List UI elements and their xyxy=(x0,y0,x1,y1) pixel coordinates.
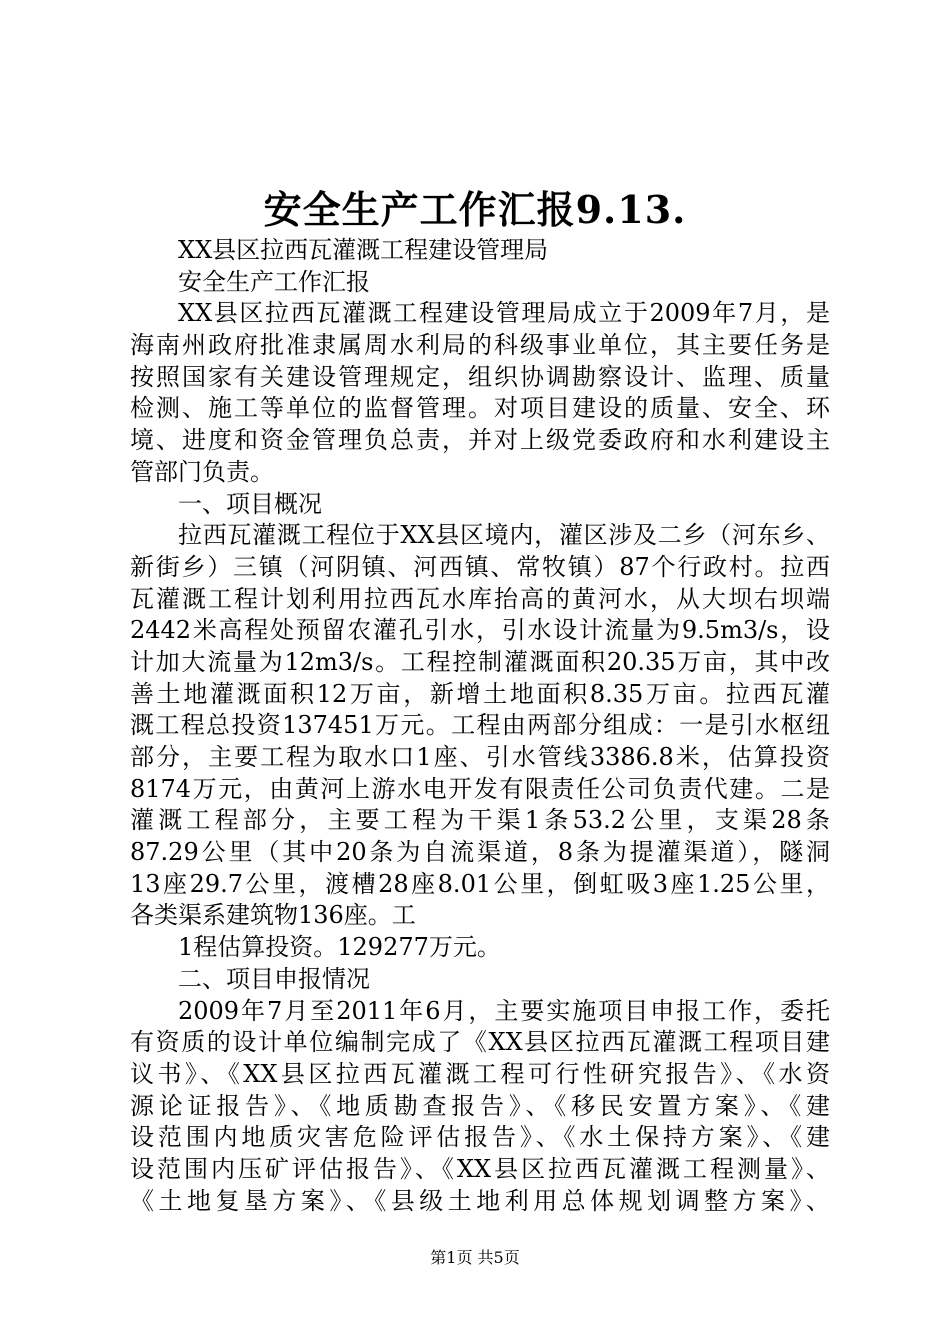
document-body xyxy=(130,235,830,1217)
text-line: XX县区拉西瓦灌溉工程建设管理局 xyxy=(178,236,549,264)
text-line: 检测、施工等单位的监督管理。对项目建设的质量、安全、环 xyxy=(130,394,830,423)
text-line: 1程估算投资。129277万元。 xyxy=(178,933,501,962)
text-line: 一、项目概况 xyxy=(178,489,322,518)
text-line: 安全生产工作汇报 xyxy=(178,267,370,296)
text-line: 议书》、《XX县区拉西瓦灌溉工程可行性研究报告》、《水资 xyxy=(130,1059,830,1088)
text-line: 溉工程总投资137451万元。工程由两部分组成：一是引水枢纽 xyxy=(130,711,830,740)
text-line: 计加大流量为12m3/s。工程控制灌溉面积20.35万亩，其中改 xyxy=(130,647,830,676)
text-line: 拉西瓦灌溉工程位于XX县区境内，灌区涉及二乡（河东乡、 xyxy=(178,521,830,550)
text-line: 善土地灌溉面积12万亩，新增土地面积8.35万亩。拉西瓦灌 xyxy=(130,679,830,708)
text-line: 13座29.7公里，渡槽28座8.01公里，倒虹吸3座1.25公里， xyxy=(130,869,830,898)
document-title: 安全生产工作汇报9.13. xyxy=(263,187,687,232)
text-line: 有资质的设计单位编制完成了《XX县区拉西瓦灌溉工程项目建 xyxy=(130,1028,830,1057)
text-line: 8174万元，由黄河上游水电开发有限责任公司负责代建。二是 xyxy=(130,774,830,803)
text-line: 按照国家有关建设管理规定，组织协调勘察设计、监理、质量 xyxy=(130,362,830,391)
text-line: 二、项目申报情况 xyxy=(178,964,370,993)
text-line: 境、进度和资金管理负总责，并对上级党委政府和水利建设主 xyxy=(130,426,830,455)
text-line: 瓦灌溉工程计划利用拉西瓦水库抬高的黄河水，从大坝右坝端 xyxy=(130,584,830,613)
text-line: 新街乡）三镇（河阴镇、河西镇、常牧镇）87个行政村。拉西 xyxy=(130,552,830,581)
text-line: 设范围内地质灾害危险评估报告》、《水土保持方案》、《建 xyxy=(130,1123,830,1152)
text-line: 87.29公里（其中20条为自流渠道，8条为提灌渠道），隧洞 xyxy=(130,838,830,867)
page-footer: 第1页 共5页 xyxy=(430,1248,520,1267)
text-line: 管部门负责。 xyxy=(130,457,274,486)
text-line: 各类渠系建筑物136座。工 xyxy=(130,901,416,930)
text-line: 2442米高程处预留农灌孔引水，引水设计流量为9.5m3/s，设 xyxy=(130,616,830,645)
text-line: 源论证报告》、《地质勘查报告》、《移民安置方案》、《建 xyxy=(130,1091,830,1120)
text-line: 部分，主要工程为取水口1座、引水管线3386.8米，估算投资 xyxy=(130,743,830,771)
text-line: 设范围内压矿评估报告》、《XX县区拉西瓦灌溉工程测量》、 xyxy=(130,1154,830,1183)
text-line: 《土地复垦方案》、《县级土地利用总体规划调整方案》、 xyxy=(130,1186,830,1215)
text-line: XX县区拉西瓦灌溉工程建设管理局成立于2009年7月，是 xyxy=(178,299,830,328)
text-line: 海南州政府批准隶属周水利局的科级事业单位，其主要任务是 xyxy=(130,331,830,360)
text-line: 2009年7月至2011年6月，主要实施项目申报工作，委托 xyxy=(178,996,830,1025)
text-line: 灌溉工程部分，主要工程为干渠1条53.2公里，支渠28条 xyxy=(130,806,830,835)
